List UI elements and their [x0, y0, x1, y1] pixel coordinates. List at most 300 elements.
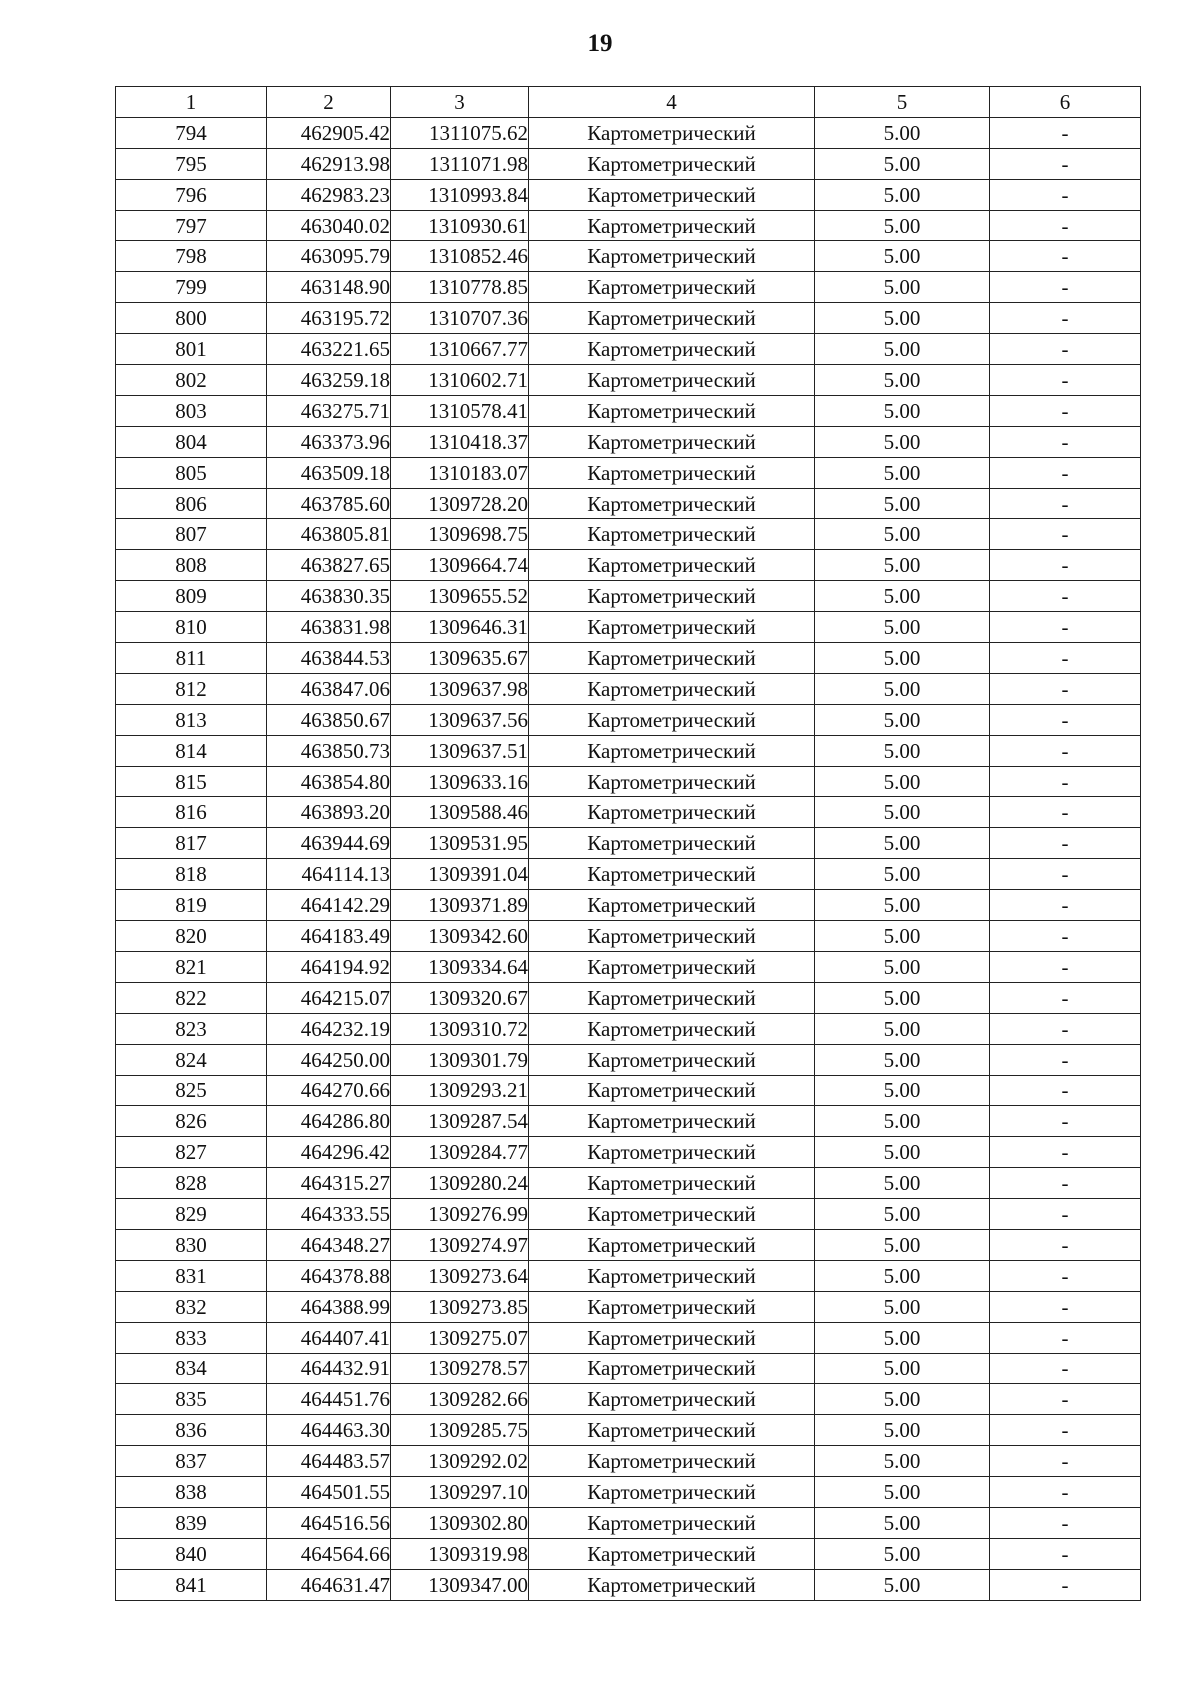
table-row — [116, 1044, 1141, 1075]
table-row — [116, 519, 1141, 550]
point-number-cell: 813 — [116, 704, 267, 735]
x-coordinate-cell: 464463.30 — [267, 1415, 391, 1446]
point-number-cell: 841 — [116, 1569, 267, 1600]
column-header: 1 — [116, 87, 267, 118]
table-row — [116, 426, 1141, 457]
accuracy-cell: 5.00 — [815, 1538, 990, 1569]
table-row — [116, 673, 1141, 704]
x-coordinate-cell: 463805.81 — [267, 519, 391, 550]
note-cell: - — [990, 426, 1141, 457]
y-coordinate-cell: 1309301.79 — [391, 1044, 529, 1075]
accuracy-cell: 5.00 — [815, 982, 990, 1013]
x-coordinate-cell: 464432.91 — [267, 1353, 391, 1384]
note-cell: - — [990, 1229, 1141, 1260]
y-coordinate-cell: 1309347.00 — [391, 1569, 529, 1600]
method-cell: Картометрический — [529, 1168, 815, 1199]
y-coordinate-cell: 1309282.66 — [391, 1384, 529, 1415]
point-number-cell: 812 — [116, 673, 267, 704]
note-cell: - — [990, 890, 1141, 921]
accuracy-cell: 5.00 — [815, 488, 990, 519]
note-cell: - — [990, 1415, 1141, 1446]
method-cell: Картометрический — [529, 1013, 815, 1044]
x-coordinate-cell: 464516.56 — [267, 1507, 391, 1538]
note-cell: - — [990, 1507, 1141, 1538]
note-cell: - — [990, 643, 1141, 674]
x-coordinate-cell: 463844.53 — [267, 643, 391, 674]
x-coordinate-cell: 463259.18 — [267, 365, 391, 396]
note-cell: - — [990, 1538, 1141, 1569]
point-number-cell: 833 — [116, 1322, 267, 1353]
point-number-cell: 805 — [116, 457, 267, 488]
accuracy-cell: 5.00 — [815, 426, 990, 457]
note-cell: - — [990, 1569, 1141, 1600]
x-coordinate-cell: 463850.67 — [267, 704, 391, 735]
y-coordinate-cell: 1309391.04 — [391, 859, 529, 890]
method-cell: Картометрический — [529, 643, 815, 674]
accuracy-cell: 5.00 — [815, 1353, 990, 1384]
table-row — [116, 550, 1141, 581]
y-coordinate-cell: 1309588.46 — [391, 797, 529, 828]
y-coordinate-cell: 1310852.46 — [391, 241, 529, 272]
method-cell: Картометрический — [529, 241, 815, 272]
method-cell: Картометрический — [529, 766, 815, 797]
method-cell: Картометрический — [529, 1477, 815, 1508]
table-row — [116, 1199, 1141, 1230]
method-cell: Картометрический — [529, 1384, 815, 1415]
accuracy-cell: 5.00 — [815, 1044, 990, 1075]
note-cell: - — [990, 766, 1141, 797]
table-row — [116, 1168, 1141, 1199]
y-coordinate-cell: 1309342.60 — [391, 921, 529, 952]
table-row — [116, 643, 1141, 674]
x-coordinate-cell: 462913.98 — [267, 148, 391, 179]
method-cell: Картометрический — [529, 1446, 815, 1477]
point-number-cell: 794 — [116, 117, 267, 148]
accuracy-cell: 5.00 — [815, 797, 990, 828]
y-coordinate-cell: 1310418.37 — [391, 426, 529, 457]
accuracy-cell: 5.00 — [815, 1322, 990, 1353]
method-cell: Картометрический — [529, 859, 815, 890]
y-coordinate-cell: 1311071.98 — [391, 148, 529, 179]
x-coordinate-cell: 464348.27 — [267, 1229, 391, 1260]
accuracy-cell: 5.00 — [815, 766, 990, 797]
x-coordinate-cell: 463850.73 — [267, 735, 391, 766]
note-cell: - — [990, 241, 1141, 272]
coordinates-table — [115, 86, 1141, 1601]
table-row — [116, 1477, 1141, 1508]
note-cell: - — [990, 550, 1141, 581]
point-number-cell: 830 — [116, 1229, 267, 1260]
note-cell: - — [990, 179, 1141, 210]
x-coordinate-cell: 463944.69 — [267, 828, 391, 859]
y-coordinate-cell: 1309334.64 — [391, 951, 529, 982]
method-cell: Картометрический — [529, 1291, 815, 1322]
method-cell: Картометрический — [529, 1199, 815, 1230]
point-number-cell: 815 — [116, 766, 267, 797]
y-coordinate-cell: 1311075.62 — [391, 117, 529, 148]
point-number-cell: 837 — [116, 1446, 267, 1477]
method-cell: Картометрический — [529, 1538, 815, 1569]
point-number-cell: 836 — [116, 1415, 267, 1446]
method-cell: Картометрический — [529, 581, 815, 612]
accuracy-cell: 5.00 — [815, 1569, 990, 1600]
point-number-cell: 838 — [116, 1477, 267, 1508]
point-number-cell: 802 — [116, 365, 267, 396]
method-cell: Картометрический — [529, 704, 815, 735]
note-cell: - — [990, 1291, 1141, 1322]
point-number-cell: 829 — [116, 1199, 267, 1230]
y-coordinate-cell: 1309285.75 — [391, 1415, 529, 1446]
accuracy-cell: 5.00 — [815, 643, 990, 674]
y-coordinate-cell: 1309635.67 — [391, 643, 529, 674]
table-row — [116, 148, 1141, 179]
point-number-cell: 796 — [116, 179, 267, 210]
x-coordinate-cell: 462983.23 — [267, 179, 391, 210]
column-header: 3 — [391, 87, 529, 118]
table-row — [116, 859, 1141, 890]
table-row — [116, 797, 1141, 828]
note-cell: - — [990, 117, 1141, 148]
point-number-cell: 814 — [116, 735, 267, 766]
x-coordinate-cell: 464333.55 — [267, 1199, 391, 1230]
table-row — [116, 1538, 1141, 1569]
accuracy-cell: 5.00 — [815, 673, 990, 704]
point-number-cell: 798 — [116, 241, 267, 272]
table-row — [116, 704, 1141, 735]
point-number-cell: 807 — [116, 519, 267, 550]
point-number-cell: 816 — [116, 797, 267, 828]
y-coordinate-cell: 1309293.21 — [391, 1075, 529, 1106]
table-row — [116, 828, 1141, 859]
method-cell: Картометрический — [529, 921, 815, 952]
column-header: 2 — [267, 87, 391, 118]
x-coordinate-cell: 463221.65 — [267, 334, 391, 365]
y-coordinate-cell: 1309319.98 — [391, 1538, 529, 1569]
y-coordinate-cell: 1310778.85 — [391, 272, 529, 303]
note-cell: - — [990, 735, 1141, 766]
method-cell: Картометрический — [529, 365, 815, 396]
table-row — [116, 1137, 1141, 1168]
note-cell: - — [990, 1137, 1141, 1168]
point-number-cell: 808 — [116, 550, 267, 581]
y-coordinate-cell: 1309276.99 — [391, 1199, 529, 1230]
accuracy-cell: 5.00 — [815, 1507, 990, 1538]
accuracy-cell: 5.00 — [815, 519, 990, 550]
x-coordinate-cell: 464501.55 — [267, 1477, 391, 1508]
table-row — [116, 1229, 1141, 1260]
method-cell: Картометрический — [529, 395, 815, 426]
point-number-cell: 795 — [116, 148, 267, 179]
accuracy-cell: 5.00 — [815, 117, 990, 148]
y-coordinate-cell: 1309278.57 — [391, 1353, 529, 1384]
method-cell: Картометрический — [529, 1415, 815, 1446]
accuracy-cell: 5.00 — [815, 704, 990, 735]
accuracy-cell: 5.00 — [815, 1137, 990, 1168]
accuracy-cell: 5.00 — [815, 148, 990, 179]
x-coordinate-cell: 464451.76 — [267, 1384, 391, 1415]
y-coordinate-cell: 1309655.52 — [391, 581, 529, 612]
table-header-row — [116, 87, 1141, 118]
accuracy-cell: 5.00 — [815, 951, 990, 982]
accuracy-cell: 5.00 — [815, 1106, 990, 1137]
table-row — [116, 1507, 1141, 1538]
note-cell: - — [990, 519, 1141, 550]
note-cell: - — [990, 1446, 1141, 1477]
method-cell: Картометрический — [529, 1569, 815, 1600]
point-number-cell: 817 — [116, 828, 267, 859]
y-coordinate-cell: 1310602.71 — [391, 365, 529, 396]
table-row — [116, 1322, 1141, 1353]
accuracy-cell: 5.00 — [815, 210, 990, 241]
table-row — [116, 1384, 1141, 1415]
note-cell: - — [990, 210, 1141, 241]
table-row — [116, 1013, 1141, 1044]
table-row — [116, 1415, 1141, 1446]
note-cell: - — [990, 951, 1141, 982]
x-coordinate-cell: 464194.92 — [267, 951, 391, 982]
accuracy-cell: 5.00 — [815, 1384, 990, 1415]
accuracy-cell: 5.00 — [815, 612, 990, 643]
table-row — [116, 1446, 1141, 1477]
y-coordinate-cell: 1309284.77 — [391, 1137, 529, 1168]
accuracy-cell: 5.00 — [815, 581, 990, 612]
point-number-cell: 800 — [116, 303, 267, 334]
method-cell: Картометрический — [529, 519, 815, 550]
y-coordinate-cell: 1309273.64 — [391, 1260, 529, 1291]
column-header: 4 — [529, 87, 815, 118]
note-cell: - — [990, 1322, 1141, 1353]
method-cell: Картометрический — [529, 612, 815, 643]
x-coordinate-cell: 463854.80 — [267, 766, 391, 797]
table-row — [116, 210, 1141, 241]
y-coordinate-cell: 1310183.07 — [391, 457, 529, 488]
point-number-cell: 803 — [116, 395, 267, 426]
note-cell: - — [990, 1013, 1141, 1044]
method-cell: Картометрический — [529, 982, 815, 1013]
point-number-cell: 828 — [116, 1168, 267, 1199]
method-cell: Картометрический — [529, 488, 815, 519]
x-coordinate-cell: 463509.18 — [267, 457, 391, 488]
y-coordinate-cell: 1309531.95 — [391, 828, 529, 859]
note-cell: - — [990, 1477, 1141, 1508]
table-row — [116, 951, 1141, 982]
y-coordinate-cell: 1309302.80 — [391, 1507, 529, 1538]
y-coordinate-cell: 1310930.61 — [391, 210, 529, 241]
point-number-cell: 806 — [116, 488, 267, 519]
y-coordinate-cell: 1310667.77 — [391, 334, 529, 365]
y-coordinate-cell: 1310578.41 — [391, 395, 529, 426]
accuracy-cell: 5.00 — [815, 365, 990, 396]
x-coordinate-cell: 463893.20 — [267, 797, 391, 828]
table-row — [116, 581, 1141, 612]
accuracy-cell: 5.00 — [815, 303, 990, 334]
point-number-cell: 832 — [116, 1291, 267, 1322]
accuracy-cell: 5.00 — [815, 1446, 990, 1477]
column-header: 5 — [815, 87, 990, 118]
table-row — [116, 735, 1141, 766]
note-cell: - — [990, 395, 1141, 426]
accuracy-cell: 5.00 — [815, 890, 990, 921]
accuracy-cell: 5.00 — [815, 1168, 990, 1199]
table-row — [116, 1291, 1141, 1322]
note-cell: - — [990, 1384, 1141, 1415]
accuracy-cell: 5.00 — [815, 735, 990, 766]
method-cell: Картометрический — [529, 334, 815, 365]
method-cell: Картометрический — [529, 1353, 815, 1384]
point-number-cell: 810 — [116, 612, 267, 643]
x-coordinate-cell: 464286.80 — [267, 1106, 391, 1137]
point-number-cell: 819 — [116, 890, 267, 921]
note-cell: - — [990, 148, 1141, 179]
note-cell: - — [990, 1168, 1141, 1199]
x-coordinate-cell: 464483.57 — [267, 1446, 391, 1477]
y-coordinate-cell: 1309275.07 — [391, 1322, 529, 1353]
table-row — [116, 1353, 1141, 1384]
method-cell: Картометрический — [529, 951, 815, 982]
point-number-cell: 834 — [116, 1353, 267, 1384]
table-row — [116, 334, 1141, 365]
method-cell: Картометрический — [529, 1137, 815, 1168]
table-row — [116, 766, 1141, 797]
note-cell: - — [990, 982, 1141, 1013]
note-cell: - — [990, 673, 1141, 704]
accuracy-cell: 5.00 — [815, 1199, 990, 1230]
x-coordinate-cell: 463040.02 — [267, 210, 391, 241]
accuracy-cell: 5.00 — [815, 550, 990, 581]
note-cell: - — [990, 1044, 1141, 1075]
x-coordinate-cell: 464296.42 — [267, 1137, 391, 1168]
table-row — [116, 488, 1141, 519]
accuracy-cell: 5.00 — [815, 395, 990, 426]
accuracy-cell: 5.00 — [815, 1229, 990, 1260]
accuracy-cell: 5.00 — [815, 1291, 990, 1322]
y-coordinate-cell: 1309274.97 — [391, 1229, 529, 1260]
y-coordinate-cell: 1310993.84 — [391, 179, 529, 210]
note-cell: - — [990, 797, 1141, 828]
accuracy-cell: 5.00 — [815, 859, 990, 890]
note-cell: - — [990, 272, 1141, 303]
method-cell: Картометрический — [529, 117, 815, 148]
x-coordinate-cell: 463847.06 — [267, 673, 391, 704]
method-cell: Картометрический — [529, 210, 815, 241]
x-coordinate-cell: 464315.27 — [267, 1168, 391, 1199]
note-cell: - — [990, 921, 1141, 952]
x-coordinate-cell: 463373.96 — [267, 426, 391, 457]
method-cell: Картометрический — [529, 673, 815, 704]
x-coordinate-cell: 462905.42 — [267, 117, 391, 148]
x-coordinate-cell: 463275.71 — [267, 395, 391, 426]
accuracy-cell: 5.00 — [815, 179, 990, 210]
point-number-cell: 821 — [116, 951, 267, 982]
point-number-cell: 804 — [116, 426, 267, 457]
method-cell: Картометрический — [529, 1075, 815, 1106]
point-number-cell: 818 — [116, 859, 267, 890]
column-header: 6 — [990, 87, 1141, 118]
method-cell: Картометрический — [529, 1507, 815, 1538]
accuracy-cell: 5.00 — [815, 1260, 990, 1291]
table-row — [116, 921, 1141, 952]
table-row — [116, 612, 1141, 643]
method-cell: Картометрический — [529, 890, 815, 921]
note-cell: - — [990, 828, 1141, 859]
x-coordinate-cell: 464270.66 — [267, 1075, 391, 1106]
y-coordinate-cell: 1309637.98 — [391, 673, 529, 704]
table-row — [116, 365, 1141, 396]
table-row — [116, 1075, 1141, 1106]
table-row — [116, 1106, 1141, 1137]
x-coordinate-cell: 464142.29 — [267, 890, 391, 921]
method-cell: Картометрический — [529, 426, 815, 457]
accuracy-cell: 5.00 — [815, 272, 990, 303]
table-body — [116, 117, 1141, 1600]
y-coordinate-cell: 1310707.36 — [391, 303, 529, 334]
note-cell: - — [990, 1199, 1141, 1230]
accuracy-cell: 5.00 — [815, 1075, 990, 1106]
note-cell: - — [990, 1353, 1141, 1384]
x-coordinate-cell: 464183.49 — [267, 921, 391, 952]
point-number-cell: 839 — [116, 1507, 267, 1538]
x-coordinate-cell: 463830.35 — [267, 581, 391, 612]
note-cell: - — [990, 488, 1141, 519]
method-cell: Картометрический — [529, 179, 815, 210]
table-row — [116, 179, 1141, 210]
method-cell: Картометрический — [529, 272, 815, 303]
accuracy-cell: 5.00 — [815, 457, 990, 488]
method-cell: Картометрический — [529, 457, 815, 488]
y-coordinate-cell: 1309280.24 — [391, 1168, 529, 1199]
page-number: 19 — [587, 30, 613, 57]
point-number-cell: 840 — [116, 1538, 267, 1569]
y-coordinate-cell: 1309633.16 — [391, 766, 529, 797]
y-coordinate-cell: 1309637.51 — [391, 735, 529, 766]
note-cell: - — [990, 612, 1141, 643]
note-cell: - — [990, 334, 1141, 365]
y-coordinate-cell: 1309273.85 — [391, 1291, 529, 1322]
table-row — [116, 303, 1141, 334]
table-row — [116, 982, 1141, 1013]
x-coordinate-cell: 463785.60 — [267, 488, 391, 519]
y-coordinate-cell: 1309728.20 — [391, 488, 529, 519]
x-coordinate-cell: 464378.88 — [267, 1260, 391, 1291]
x-coordinate-cell: 463831.98 — [267, 612, 391, 643]
y-coordinate-cell: 1309292.02 — [391, 1446, 529, 1477]
point-number-cell: 824 — [116, 1044, 267, 1075]
table-row — [116, 1569, 1141, 1600]
y-coordinate-cell: 1309371.89 — [391, 890, 529, 921]
y-coordinate-cell: 1309698.75 — [391, 519, 529, 550]
x-coordinate-cell: 463827.65 — [267, 550, 391, 581]
table-row — [116, 1260, 1141, 1291]
x-coordinate-cell: 464407.41 — [267, 1322, 391, 1353]
y-coordinate-cell: 1309646.31 — [391, 612, 529, 643]
point-number-cell: 801 — [116, 334, 267, 365]
x-coordinate-cell: 464564.66 — [267, 1538, 391, 1569]
x-coordinate-cell: 464250.00 — [267, 1044, 391, 1075]
accuracy-cell: 5.00 — [815, 921, 990, 952]
y-coordinate-cell: 1309637.56 — [391, 704, 529, 735]
table-row — [116, 272, 1141, 303]
method-cell: Картометрический — [529, 1260, 815, 1291]
accuracy-cell: 5.00 — [815, 828, 990, 859]
point-number-cell: 827 — [116, 1137, 267, 1168]
x-coordinate-cell: 463095.79 — [267, 241, 391, 272]
x-coordinate-cell: 463148.90 — [267, 272, 391, 303]
y-coordinate-cell: 1309320.67 — [391, 982, 529, 1013]
point-number-cell: 797 — [116, 210, 267, 241]
note-cell: - — [990, 365, 1141, 396]
point-number-cell: 823 — [116, 1013, 267, 1044]
y-coordinate-cell: 1309287.54 — [391, 1106, 529, 1137]
